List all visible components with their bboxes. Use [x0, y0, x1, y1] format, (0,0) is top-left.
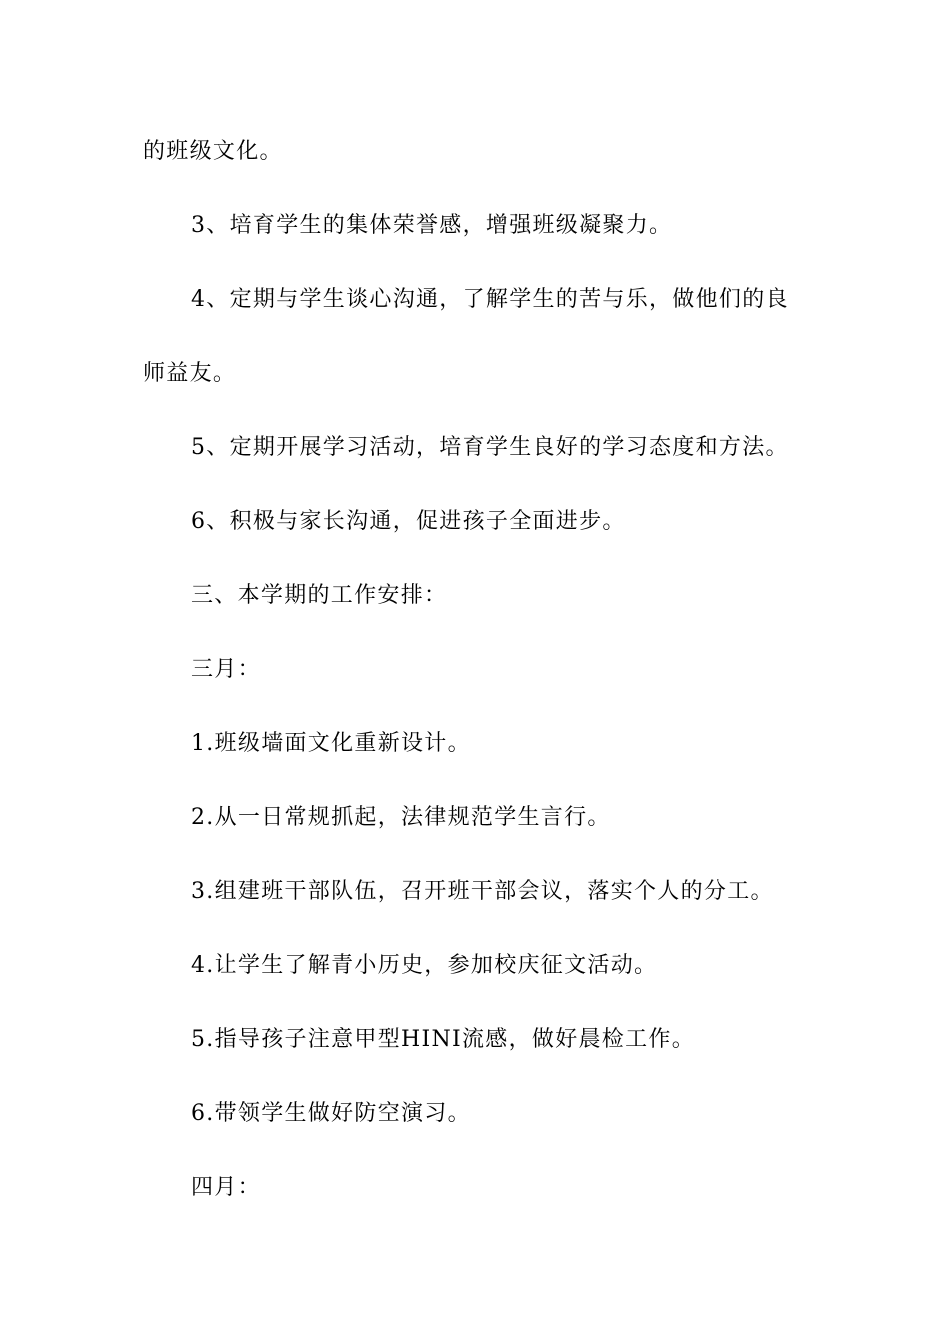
list-item: 3.组建班干部队伍，召开班干部会议，落实个人的分工。	[191, 879, 774, 904]
month-heading: 三月：	[191, 657, 261, 682]
paragraph-line: 3、培育学生的集体荣誉感，增强班级凝聚力。	[191, 213, 673, 238]
list-item: 6.带领学生做好防空演习。	[191, 1101, 471, 1126]
section-heading: 三、本学期的工作安排：	[191, 583, 448, 608]
list-item: 1.班级墙面文化重新设计。	[191, 731, 471, 756]
month-heading: 四月：	[191, 1175, 261, 1200]
list-item: 5.指导孩子注意甲型HINI流感，做好晨检工作。	[191, 1027, 696, 1052]
paragraph-line: 师益友。	[143, 361, 237, 386]
paragraph-line: 5、定期开展学习活动，培育学生良好的学习态度和方法。	[191, 435, 789, 460]
paragraph-line: 4、定期与学生谈心沟通，了解学生的苦与乐，做他们的良	[191, 287, 789, 312]
list-item: 4.让学生了解青小历史，参加校庆征文活动。	[191, 953, 658, 978]
paragraph-line: 的班级文化。	[143, 139, 283, 164]
list-item: 2.从一日常规抓起，法律规范学生言行。	[191, 805, 611, 830]
paragraph-line: 6、积极与家长沟通，促进孩子全面进步。	[191, 509, 626, 534]
